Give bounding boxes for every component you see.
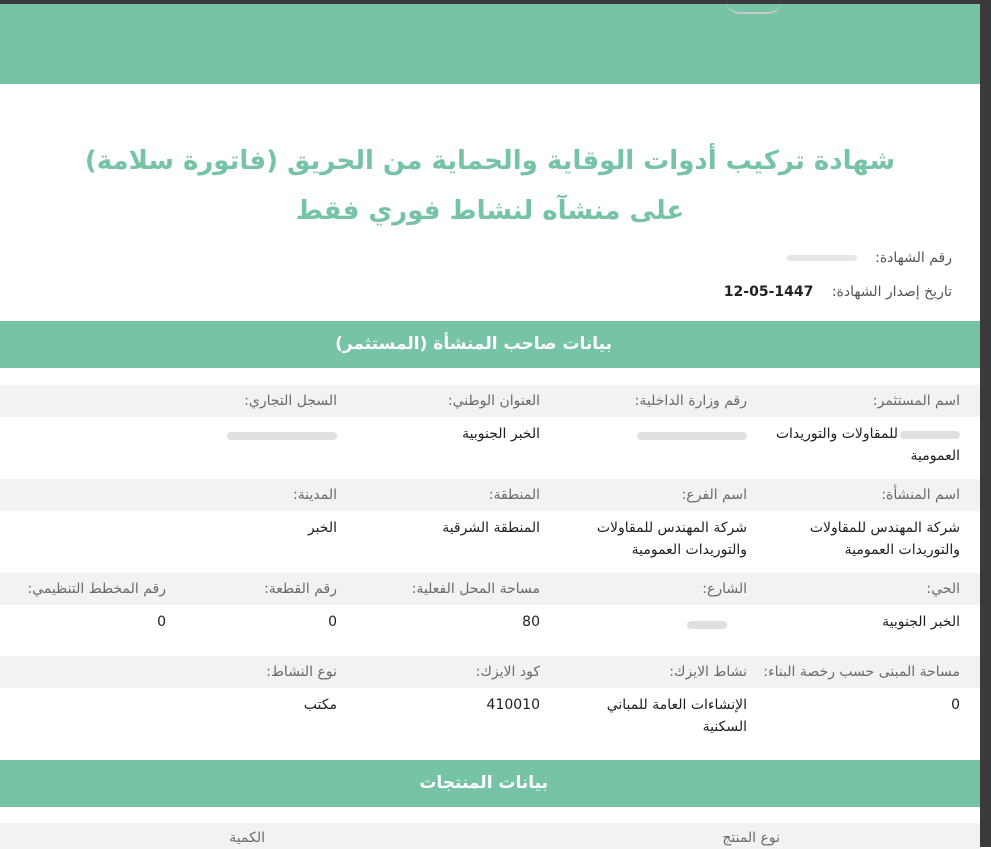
products-section-title: بيانات المنتجات (419, 773, 548, 793)
certificate-number-redacted (787, 255, 857, 261)
issue-date (724, 284, 952, 300)
facility-name-label: اسم المنشأة: (881, 487, 960, 503)
actual-area-value: 80 (522, 614, 540, 630)
investor-name-redacted (900, 431, 960, 439)
region-value: المنطقة الشرقية (442, 520, 540, 536)
issue-date-value: 1447-05-12 (723, 284, 814, 300)
quantity-column: الكمية (229, 830, 265, 846)
activity-type-value: مكتب (303, 697, 337, 713)
city-value: الخبر (307, 520, 337, 536)
district-label: الحي: (926, 581, 960, 597)
investor-name-label: اسم المستثمر: (872, 393, 960, 409)
commercial-register-label: السجل التجاري: (244, 393, 337, 409)
certificate-title-line2: على منشآه لنشاط فوري فقط (295, 196, 685, 226)
building-area-label: مساحة المبنى حسب رخصة البناء: (763, 664, 960, 680)
commercial-register-redacted (227, 432, 337, 440)
national-address-value: الخبر الجنوبية (462, 426, 540, 442)
region-label: المنطقة: (488, 487, 540, 503)
branch-name-value: شركة المهندس للمقاولات والتوريدات العمومية (596, 520, 747, 558)
isic-activity-label: نشاط الايزك: (669, 664, 747, 680)
certificate-number-label: رقم الشهادة: (875, 250, 952, 266)
owner-section-title: بيانات صاحب المنشأة (المستثمر) (335, 334, 612, 354)
owner-row2-labels (0, 479, 980, 511)
certificate-title-line1: شهادة تركيب أدوات الوقاية والحماية من الحريق (فاتورة سلامة) (84, 146, 896, 176)
facility-name-value: شركة المهندس للمقاولات والتوريدات العمومية (809, 520, 960, 558)
certificate-number (787, 250, 952, 266)
plot-number-value: 0 (328, 614, 337, 630)
moi-number-label: رقم وزارة الداخلية: (634, 393, 747, 409)
emblem-logo (726, 0, 782, 14)
actual-area-label: مساحة المحل الفعلية: (411, 581, 540, 597)
activity-type-label: نوع النشاط: (266, 664, 337, 680)
owner-row3-labels (0, 573, 980, 605)
isic-activity-value: الإنشاءات العامة للمباني السكنية (606, 697, 747, 735)
scheme-number-value: 0 (157, 614, 166, 630)
street-redacted (687, 621, 727, 629)
moi-number-redacted (637, 432, 747, 440)
national-address-label: العنوان الوطني: (447, 393, 540, 409)
owner-row4-values (0, 690, 980, 750)
plot-number-label: رقم القطعة: (264, 581, 337, 597)
isic-code-value: 410010 (486, 697, 540, 713)
window-right-edge (980, 0, 991, 847)
owner-row1-labels (0, 385, 980, 417)
city-label: المدينة: (293, 487, 337, 503)
street-label: الشارع: (702, 581, 747, 597)
product-type-column: نوع المنتج (722, 830, 780, 846)
branch-name-label: اسم الفرع: (681, 487, 747, 503)
owner-row3-values (0, 607, 980, 653)
investor-name-value (755, 423, 960, 467)
issue-date-label: تاريخ إصدار الشهادة: (831, 284, 952, 300)
owner-row2-values (0, 513, 980, 571)
owner-row4-labels (0, 656, 980, 688)
products-section-header (0, 760, 980, 807)
building-area-value: 0 (951, 697, 960, 713)
scheme-number-label: رقم المخطط التنظيمي: (27, 581, 166, 597)
isic-code-label: كود الايزك: (475, 664, 540, 680)
header-band (0, 4, 980, 84)
district-value: الخبر الجنوبية (882, 614, 960, 630)
products-header-row (0, 823, 980, 849)
owner-row1-values (0, 419, 980, 477)
window-top-edge (0, 0, 991, 4)
investor-name-text: للمقاولات والتوريدات العمومية (775, 426, 960, 464)
owner-section-header (0, 321, 980, 368)
